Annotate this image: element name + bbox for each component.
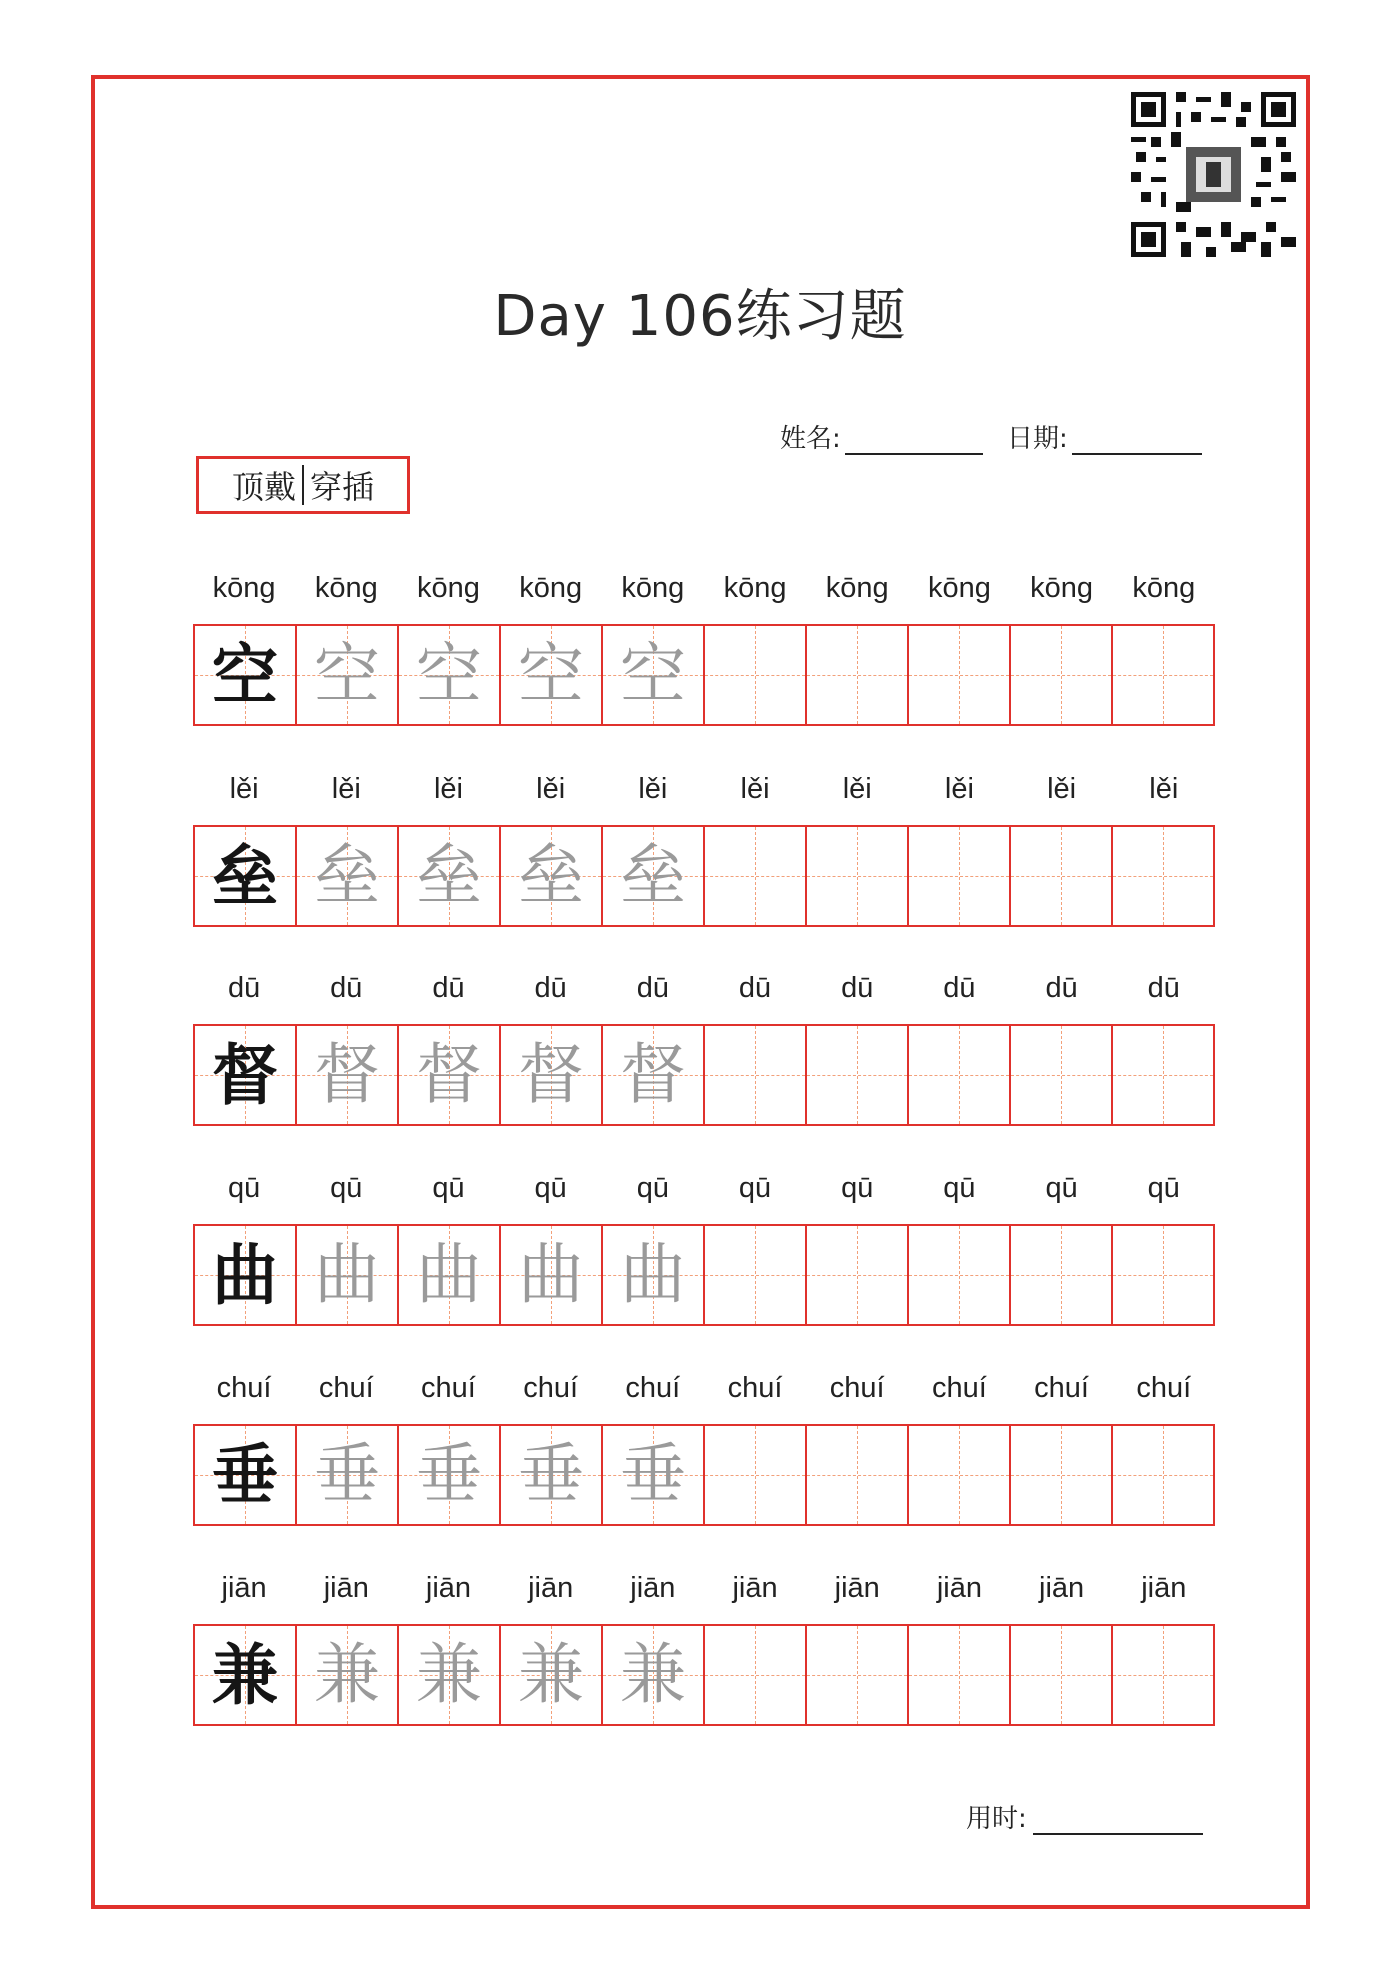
pinyin-label: chuí <box>1034 1372 1089 1404</box>
pinyin-label: lěi <box>331 773 361 805</box>
pinyin-label: chuí <box>931 1372 987 1404</box>
pinyin-label: qū <box>738 1172 772 1204</box>
writing-cell[interactable] <box>195 1426 297 1524</box>
pinyin-label: qū <box>432 1172 465 1204</box>
pinyin-label: kōng <box>825 572 889 604</box>
pinyin-label: lěi <box>1047 773 1077 805</box>
pinyin-label: qū <box>1147 1172 1180 1204</box>
writing-cell[interactable] <box>1011 1626 1113 1724</box>
writing-cell[interactable] <box>705 827 807 925</box>
writing-cell[interactable] <box>297 1426 399 1524</box>
writing-cell[interactable] <box>807 1226 909 1324</box>
trace-character: 垒 <box>518 837 584 914</box>
pinyin-label: lěi <box>944 773 974 805</box>
writing-cell[interactable] <box>297 1026 399 1124</box>
writing-cell[interactable] <box>297 626 399 724</box>
writing-cell[interactable] <box>501 626 603 724</box>
writing-cell[interactable] <box>195 626 297 724</box>
tag-left: 顶戴 <box>231 468 296 506</box>
writing-cell[interactable] <box>501 1626 603 1724</box>
writing-cell[interactable] <box>1011 1226 1113 1324</box>
pinyin-label: jiān <box>425 1572 472 1604</box>
pinyin-label: jiān <box>630 1572 676 1604</box>
pinyin-label: qū <box>943 1172 976 1204</box>
writing-cell[interactable] <box>807 827 909 925</box>
writing-cell[interactable] <box>705 1426 807 1524</box>
pinyin-label: qū <box>227 1172 261 1204</box>
pinyin-row <box>193 1564 1215 1612</box>
writing-cell[interactable] <box>807 1626 909 1724</box>
trace-character: 督 <box>620 1036 686 1113</box>
writing-cell[interactable] <box>195 827 297 925</box>
writing-cell[interactable] <box>501 1226 603 1324</box>
trace-character: 督 <box>518 1036 584 1113</box>
writing-cell[interactable] <box>501 1026 603 1124</box>
pinyin-label: dū <box>1045 972 1078 1004</box>
pinyin-label: kōng <box>519 572 583 604</box>
trace-character: 垂 <box>620 1436 686 1513</box>
pinyin-row <box>193 964 1215 1012</box>
pinyin-label: jiān <box>1141 1572 1187 1604</box>
pinyin-label: chuí <box>829 1372 885 1404</box>
pinyin-label: chuí <box>523 1372 579 1404</box>
trace-character: 兼 <box>416 1636 482 1713</box>
page-title: Day 106练习题 <box>493 284 907 349</box>
trace-character: 空 <box>620 636 686 713</box>
writing-cell[interactable] <box>1011 1026 1113 1124</box>
pinyin-row <box>193 765 1215 813</box>
tag-divider <box>302 465 304 505</box>
structure-tag <box>196 456 410 514</box>
writing-cell[interactable] <box>603 1026 705 1124</box>
trace-character: 垂 <box>416 1436 482 1513</box>
practice-row <box>193 1564 1215 1726</box>
practice-row <box>193 765 1215 927</box>
pinyin-label: dū <box>841 972 874 1004</box>
writing-cell[interactable] <box>603 626 705 724</box>
pinyin-label: dū <box>1147 972 1180 1004</box>
trace-character: 督 <box>416 1036 482 1113</box>
model-character: 兼 <box>212 1636 278 1714</box>
pinyin-label: qū <box>330 1172 363 1204</box>
writing-cell[interactable] <box>501 827 603 925</box>
pinyin-label: kōng <box>723 572 787 604</box>
pinyin-label: lěi <box>536 773 566 805</box>
writing-cell[interactable] <box>603 827 705 925</box>
pinyin-label: kōng <box>1030 572 1094 604</box>
model-character: 空 <box>212 636 278 714</box>
trace-character: 垒 <box>314 837 380 914</box>
model-character: 曲 <box>212 1236 278 1314</box>
pinyin-row <box>193 564 1215 612</box>
writing-cell[interactable] <box>603 1226 705 1324</box>
pinyin-label: lěi <box>638 773 668 805</box>
practice-row <box>193 964 1215 1126</box>
pinyin-label: lěi <box>842 773 872 805</box>
writing-cell[interactable] <box>399 1426 501 1524</box>
trace-character: 垒 <box>416 837 482 914</box>
tianzige-grid <box>193 1024 1215 1126</box>
trace-character: 垂 <box>518 1436 584 1513</box>
pinyin-label: lěi <box>433 773 463 805</box>
pinyin-label: dū <box>943 972 976 1004</box>
pinyin-label: chuí <box>421 1372 476 1404</box>
tianzige-grid <box>193 1424 1215 1526</box>
pinyin-label: jiān <box>936 1572 982 1604</box>
trace-character: 空 <box>314 636 380 713</box>
pinyin-label: qū <box>636 1172 669 1204</box>
writing-cell[interactable] <box>909 1426 1011 1524</box>
time-field[interactable] <box>966 1798 1203 1835</box>
writing-cell[interactable] <box>909 626 1011 724</box>
practice-row <box>193 564 1215 726</box>
pinyin-label: jiān <box>732 1572 778 1604</box>
pinyin-label: chuí <box>318 1372 374 1404</box>
tianzige-grid <box>193 624 1215 726</box>
pinyin-label: jiān <box>323 1572 369 1604</box>
writing-cell[interactable] <box>1113 827 1213 925</box>
time-label: 用时: <box>966 1804 1027 1834</box>
pinyin-label: dū <box>636 972 669 1004</box>
tianzige-grid <box>193 825 1215 927</box>
pinyin-label: dū <box>738 972 772 1004</box>
writing-cell[interactable] <box>1113 1626 1213 1724</box>
pinyin-label: kōng <box>314 572 378 604</box>
pinyin-label: lěi <box>1149 773 1179 805</box>
writing-cell[interactable] <box>1113 1026 1213 1124</box>
writing-cell[interactable] <box>807 626 909 724</box>
writing-cell[interactable] <box>399 626 501 724</box>
pinyin-row <box>193 1364 1215 1412</box>
pinyin-label: qū <box>1045 1172 1078 1204</box>
writing-cell[interactable] <box>399 1026 501 1124</box>
pinyin-label: lěi <box>229 773 259 805</box>
trace-character: 督 <box>314 1036 380 1113</box>
date-field[interactable] <box>1007 418 1202 455</box>
model-character: 垂 <box>212 1436 278 1514</box>
writing-cell[interactable] <box>1011 626 1113 724</box>
pinyin-label: dū <box>330 972 363 1004</box>
pinyin-label: jiān <box>528 1572 574 1604</box>
writing-cell[interactable] <box>603 1626 705 1724</box>
writing-cell[interactable] <box>1113 1426 1213 1524</box>
writing-cell[interactable] <box>297 1626 399 1724</box>
writing-cell[interactable] <box>705 1626 807 1724</box>
practice-row <box>193 1364 1215 1526</box>
writing-cell[interactable] <box>195 1226 297 1324</box>
model-character: 督 <box>212 1036 278 1114</box>
trace-character: 兼 <box>620 1636 686 1713</box>
writing-cell[interactable] <box>705 626 807 724</box>
name-field[interactable] <box>780 418 983 455</box>
pinyin-label: chuí <box>625 1372 681 1404</box>
writing-cell[interactable] <box>501 1426 603 1524</box>
pinyin-label: chuí <box>727 1372 783 1404</box>
name-blank[interactable] <box>845 423 983 455</box>
date-blank[interactable] <box>1072 423 1202 455</box>
pinyin-label: jiān <box>1039 1572 1085 1604</box>
writing-cell[interactable] <box>297 827 399 925</box>
model-character: 垒 <box>212 837 278 915</box>
pinyin-label: dū <box>227 972 261 1004</box>
pinyin-label: dū <box>534 972 567 1004</box>
writing-cell[interactable] <box>399 1226 501 1324</box>
trace-character: 曲 <box>314 1236 380 1313</box>
pinyin-label: chuí <box>1136 1372 1192 1404</box>
time-blank[interactable] <box>1033 1807 1203 1835</box>
writing-cell[interactable] <box>195 1626 297 1724</box>
writing-cell[interactable] <box>399 827 501 925</box>
writing-cell[interactable] <box>807 1426 909 1524</box>
practice-row <box>193 1164 1215 1326</box>
pinyin-label: kōng <box>212 572 276 604</box>
writing-cell[interactable] <box>807 1026 909 1124</box>
writing-cell[interactable] <box>399 1626 501 1724</box>
pinyin-label: kōng <box>1132 572 1196 604</box>
tag-right: 穿插 <box>310 468 375 506</box>
pinyin-label: jiān <box>221 1572 267 1604</box>
writing-cell[interactable] <box>1011 827 1113 925</box>
writing-cell[interactable] <box>909 827 1011 925</box>
writing-cell[interactable] <box>1113 626 1213 724</box>
date-label: 日期: <box>1007 424 1068 454</box>
qr-code-icon <box>1131 92 1296 257</box>
trace-character: 垂 <box>314 1436 380 1513</box>
writing-cell[interactable] <box>909 1626 1011 1724</box>
pinyin-label: kōng <box>417 572 480 604</box>
pinyin-label: kōng <box>927 572 991 604</box>
tianzige-grid <box>193 1224 1215 1326</box>
pinyin-label: dū <box>432 972 465 1004</box>
trace-character: 垒 <box>620 837 686 914</box>
pinyin-label: qū <box>841 1172 874 1204</box>
writing-cell[interactable] <box>297 1226 399 1324</box>
writing-cell[interactable] <box>1113 1226 1213 1324</box>
trace-character: 曲 <box>416 1236 482 1313</box>
name-label: 姓名: <box>780 424 841 454</box>
pinyin-row <box>193 1164 1215 1212</box>
pinyin-label: jiān <box>834 1572 880 1604</box>
trace-character: 曲 <box>518 1236 584 1313</box>
trace-character: 曲 <box>620 1236 686 1313</box>
pinyin-label: kōng <box>621 572 685 604</box>
writing-cell[interactable] <box>603 1426 705 1524</box>
writing-cell[interactable] <box>1011 1426 1113 1524</box>
trace-character: 兼 <box>518 1636 584 1713</box>
writing-cell[interactable] <box>705 1226 807 1324</box>
writing-cell[interactable] <box>909 1026 1011 1124</box>
trace-character: 空 <box>416 636 482 713</box>
trace-character: 兼 <box>314 1636 380 1713</box>
writing-cell[interactable] <box>705 1026 807 1124</box>
pinyin-label: chuí <box>216 1372 272 1404</box>
pinyin-label: lěi <box>740 773 770 805</box>
writing-cell[interactable] <box>909 1226 1011 1324</box>
writing-cell[interactable] <box>195 1026 297 1124</box>
pinyin-label: qū <box>534 1172 567 1204</box>
tianzige-grid <box>193 1624 1215 1726</box>
trace-character: 空 <box>518 636 584 713</box>
